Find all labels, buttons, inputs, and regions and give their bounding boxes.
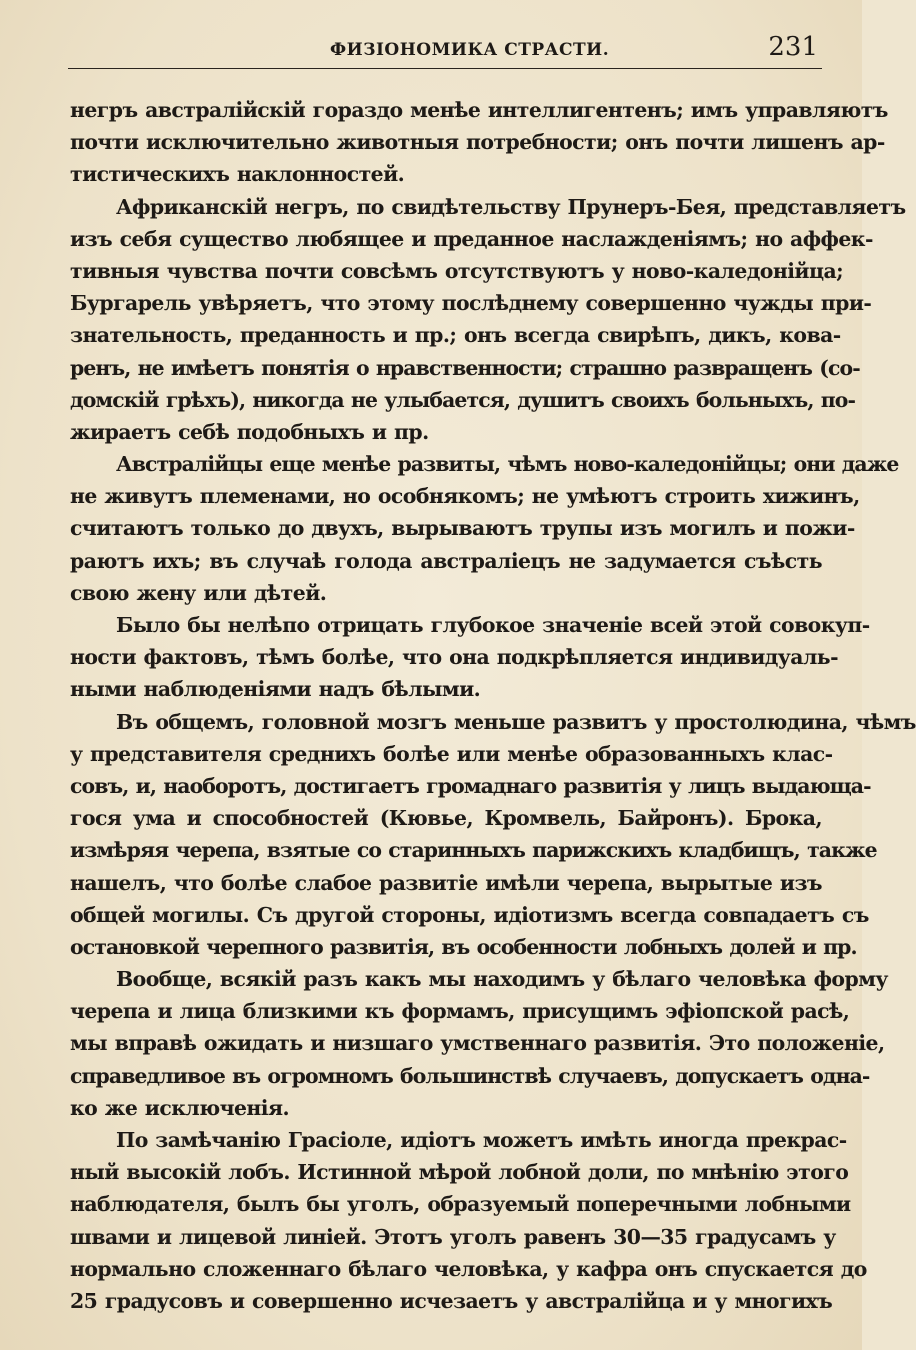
text-line: негръ австралійскій гораздо менѣе интеллигентенъ; имъ управляютъ <box>70 98 888 122</box>
text-line: свою жену или дѣтей. <box>70 580 327 605</box>
text-line: справедливое въ огромномъ большинствѣ случаевъ, допускаетъ одна- <box>70 1063 870 1088</box>
text-line: тивныя чувства почти совсѣмъ отсутствуютъ у ново-каледонійца; <box>70 258 844 283</box>
text-line: ренъ, не имѣетъ понятія о нравственности; страшно развращенъ (со- <box>70 355 860 380</box>
text-line: гося ума и способностей (Кювье, Кромвель, Байронъ). Брока, <box>70 806 822 831</box>
text-line: ко же исключенія. <box>70 1095 290 1120</box>
text-line: По замѣчанію Грасіоле, идіотъ можетъ имѣть иногда прекрас- <box>116 1128 847 1152</box>
text-line: раютъ ихъ; въ случаѣ голода австраліецъ не задумается съѣсть <box>70 548 822 573</box>
text-line: знательность, преданность и пр.; онъ всегда свирѣпъ, дикъ, кова- <box>70 323 841 348</box>
text-line: черепа и лица близкими къ формамъ, присущимъ эфіопской расѣ, <box>70 999 850 1024</box>
text-line: остановкой черепного развитія, въ особенности лобныхъ долей и пр. <box>70 934 857 959</box>
running-title: ФИЗІОНОМИКА СТРАСТИ. <box>330 40 610 60</box>
text-line: домскій грѣхъ), никогда не улыбается, душитъ своихъ больныхъ, по- <box>70 387 856 412</box>
text-line: считаютъ только до двухъ, вырываютъ трупы изъ могилъ и пожи- <box>70 516 855 541</box>
page-number: 231 <box>768 32 818 62</box>
running-header <box>68 32 822 72</box>
text-line: ный высокій лобъ. Истинной мѣрой лобной доли, по мнѣнію этого <box>70 1160 849 1185</box>
text-line: ными наблюденіями надъ бѣлыми. <box>70 677 481 702</box>
text-line: нашелъ, что болѣе слабое развитіе имѣли черепа, вырытые изъ <box>70 870 823 895</box>
text-line: Африканскій негръ, по свидѣтельству Прунеръ-Бея, представляетъ <box>116 194 906 219</box>
text-line: 25 градусовъ и совершенно исчезаетъ у австралійца и у многихъ <box>70 1288 833 1313</box>
header-rule <box>68 68 822 69</box>
text-line: нормально сложеннаго бѣлаго человѣка, у кафра онъ спускается до <box>70 1256 867 1281</box>
text-line: Бургарель увѣряетъ, что этому послѣднему совершенно чужды при- <box>70 291 872 316</box>
text-line: ности фактовъ, тѣмъ болѣе, что она подкрѣпляется индивидуаль- <box>70 645 838 670</box>
text-line: швами и лицевой линіей. Этотъ уголъ равенъ 30—35 градусамъ у <box>70 1224 836 1249</box>
text-line: мы вправѣ ожидать и низшаго умственнаго развитія. Это положеніе, <box>70 1031 885 1056</box>
text-line: у представителя среднихъ болѣе или менѣе образованныхъ клас- <box>70 741 833 766</box>
text-line: жираетъ себѣ подобныхъ и пр. <box>70 419 429 444</box>
text-line: Вообще, всякій разъ какъ мы находимъ у бѣлаго человѣка форму <box>116 967 888 992</box>
text-line: наблюдателя, былъ бы уголъ, образуемый поперечными лобными <box>70 1192 851 1217</box>
text-line: почти исключительно животныя потребности; онъ почти лишенъ ар- <box>70 130 885 155</box>
text-line: измѣряя черепа, взятые со старинныхъ парижскихъ кладбищъ, также <box>70 838 877 863</box>
text-line: общей могилы. Съ другой стороны, идіотизмъ всегда совпадаетъ съ <box>70 902 869 927</box>
text-line: Австралійцы еще менѣе развиты, чѣмъ ново-каледонійцы; они даже <box>116 452 899 477</box>
text-line: изъ себя существо любящее и преданное наслажденіямъ; но аффек- <box>70 226 873 251</box>
text-line: Было бы нелѣпо отрицать глубокое значеніе всей этой совокуп- <box>116 613 870 637</box>
text-line: не живутъ племенами, но особнякомъ; не умѣютъ строить хижинъ, <box>70 484 860 509</box>
text-line: Въ общемъ, головной мозгъ меньше развитъ у простолюдина, чѣмъ <box>116 709 916 734</box>
body-text <box>70 94 916 1317</box>
text-line: совъ, и, наоборотъ, достигаетъ громаднаго развитія у лицъ выдающа- <box>70 773 871 798</box>
text-line: тистическихъ наклонностей. <box>70 162 405 187</box>
